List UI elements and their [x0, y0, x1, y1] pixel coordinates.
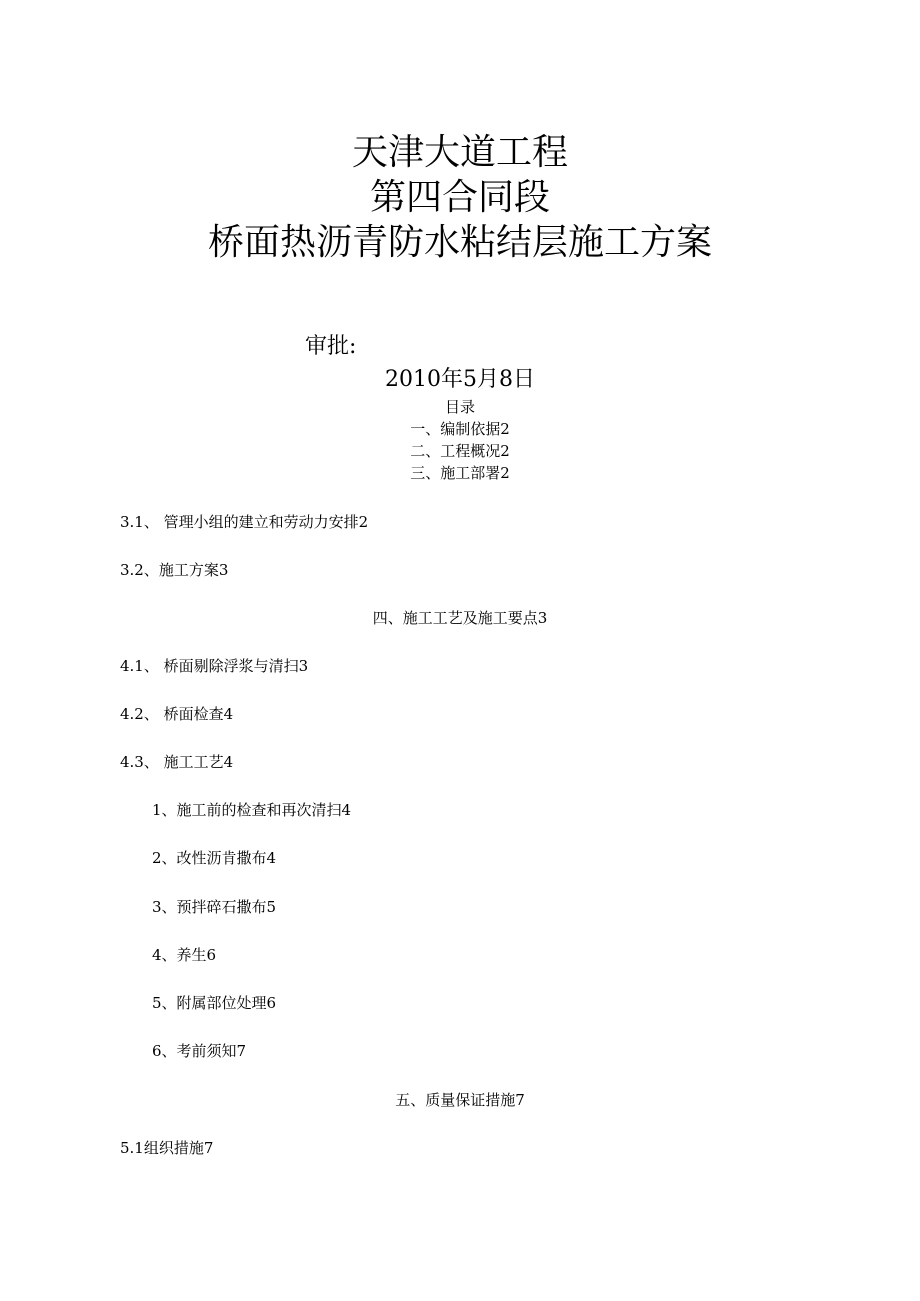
toc-heading: 目录: [444, 398, 475, 416]
toc-item[interactable]: 5、附属部位处理6: [152, 994, 277, 1012]
toc-item[interactable]: 4.3、 施工工艺4: [120, 753, 234, 771]
title-line-1: 天津大道工程: [351, 132, 568, 173]
toc-item[interactable]: 6、考前须知7: [152, 1042, 247, 1060]
toc-item[interactable]: 3.2、施工方案3: [120, 561, 229, 579]
toc-item[interactable]: 4.1、 桥面剔除浮浆与清扫3: [120, 657, 309, 675]
toc-item[interactable]: 四、施工工艺及施工要点3: [372, 609, 548, 627]
title-line-3: 桥面热沥青防水粘结层施工方案: [207, 222, 712, 263]
toc-item[interactable]: 5.1组织措施7: [120, 1139, 214, 1157]
document-date: 2010年5月8日: [385, 367, 535, 392]
toc-item[interactable]: 一、编制依据2: [410, 420, 510, 438]
toc-item[interactable]: 1、施工前的检查和再次清扫4: [152, 801, 352, 819]
toc-item[interactable]: 五、质量保证措施7: [395, 1091, 525, 1109]
toc-item[interactable]: 3、预拌碎石撒布5: [152, 898, 277, 916]
approval-label: 审批:: [305, 334, 357, 359]
title-line-2: 第四合同段: [369, 177, 550, 218]
toc-item[interactable]: 二、工程概况2: [410, 442, 510, 460]
toc-item[interactable]: 三、施工部署2: [410, 464, 510, 482]
toc-item[interactable]: 3.1、 管理小组的建立和劳动力安排2: [120, 513, 369, 531]
toc-item[interactable]: 4、养生6: [152, 946, 217, 964]
toc-item[interactable]: 2、改性沥肯撒布4: [152, 849, 277, 867]
toc-item[interactable]: 4.2、 桥面检查4: [120, 705, 234, 723]
